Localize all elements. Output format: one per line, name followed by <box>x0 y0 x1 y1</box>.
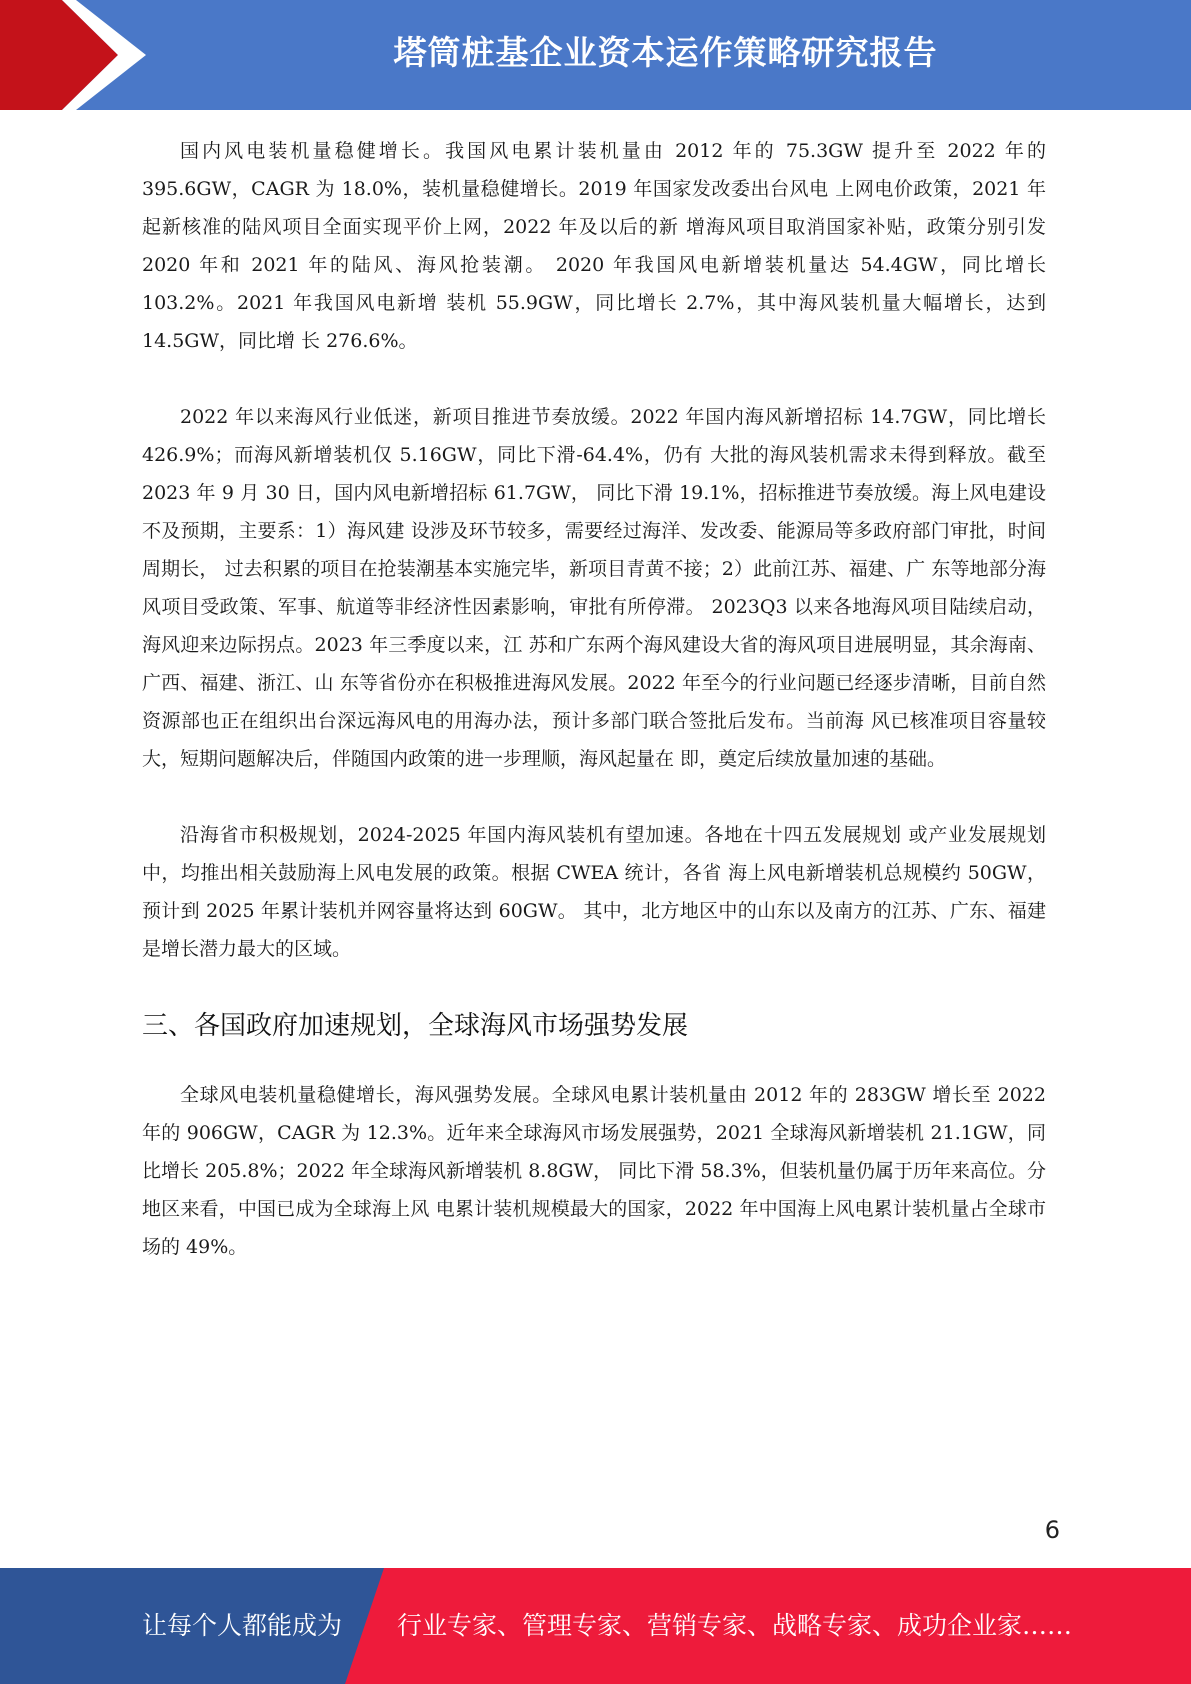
section-heading: 三、各国政府加速规划，全球海风市场强势发展 <box>142 1011 689 1041</box>
page-header <box>0 0 1191 110</box>
footer-slogan-left: 让每个人都能成为 <box>142 1611 343 1640</box>
paragraph-offshore-slowdown: 2022 年以来海风行业低迷，新项目推进节奏放缓。2022 年国内海风新增招标 14.7GW，同比增长 426.9%；而海风新增装机仅 5.16GW，同比下滑-64.4%，仍有 大批的海风装机需求未得到释放。截至 2023 年 9 月 30 日，国内风电新增招标 61.7GW， 同比下滑 19.1%，招标推进节奏放缓。海上风电建设不及预期，主要系：1）海风建 设涉及环节较多，需要经过海洋、发改委、能源局等多政府部门审批，时间周期长， 过去积累的项目在抢装潮基本实施完毕，新项目青黄不接；2）此前江苏、福建、广 东等地部分海风项目受政策、军事、航道等非经济性因素影响，审批有所停滞。 2023Q3 以来各地海风项目陆续启动，海风迎来边际拐点。2023 年三季度以来，江 苏和广东两个海风建设大省的海风项目进展明显，其余海南、广西、福建、浙江、山 东等省份亦在积极推进海风发展。2022 年至今的行业问题已经逐步清晰，目前自然 资源部也正在组织出台深远海风电的用海办法，预计多部门联合签批后发布。当前海 风已核准项目容量较大，短期问题解决后，伴随国内政策的进一步理顺，海风起量在 即，奠定后续放量加速的基础。 <box>142 406 1046 770</box>
footer-slogan-right: 行业专家、管理专家、营销专家、战略专家、成功企业家…… <box>397 1611 1073 1640</box>
report-title: 塔筒桩基企业资本运作策略研究报告 <box>393 33 938 72</box>
paragraph-global-growth: 全球风电装机量稳健增长，海风强势发展。全球风电累计装机量由 2012 年的 283GW 增长至 2022 年的 906GW，CAGR 为 12.3%。近年来全球海风市场发展强势，2021 全球海风新增装机 21.1GW，同比增长 205.8%；2022 年全球海风新增装机 8.8GW， 同比下滑 58.3%，但装机量仍属于历年来高位。分地区来看，中国已成为全球海上风 电累计装机规模最大的国家，2022 年中国海上风电累计装机量占全球市场的 49%。 <box>142 1084 1046 1258</box>
page-content <box>142 132 1046 1304</box>
paragraph-coastal-planning: 沿海省市积极规划，2024-2025 年国内海风装机有望加速。各地在十四五发展规划 或产业发展规划中，均推出相关鼓励海上风电发展的政策。根据 CWEA 统计，各省 海上风电新增装机总规模约 50GW，预计到 2025 年累计装机并网容量将达到 60GW。 其中，北方地区中的山东以及南方的江苏、广东、福建是增长潜力最大的区域。 <box>142 824 1046 960</box>
paragraph-domestic-growth: 国内风电装机量稳健增长。我国风电累计装机量由 2012 年的 75.3GW 提升至 2022 年的 395.6GW，CAGR 为 18.0%，装机量稳健增长。2019 年国家发改委出台风电 上网电价政策，2021 年起新核准的陆风项目全面实现平价上网，2022 年及以后的新 增海风项目取消国家补贴，政策分别引发 2020 年和 2021 年的陆风、海风抢装潮。 2020 年我国风电新增装机量达 54.4GW，同比增长 103.2%。2021 年我国风电新增 装机 55.9GW，同比增长 2.7%，其中海风装机量大幅增长，达到 14.5GW，同比增 长 276.6%。 <box>142 140 1046 352</box>
page-footer <box>0 1568 1191 1684</box>
page-number: 6 <box>1044 1516 1060 1544</box>
header-arrow-decoration <box>0 0 150 110</box>
